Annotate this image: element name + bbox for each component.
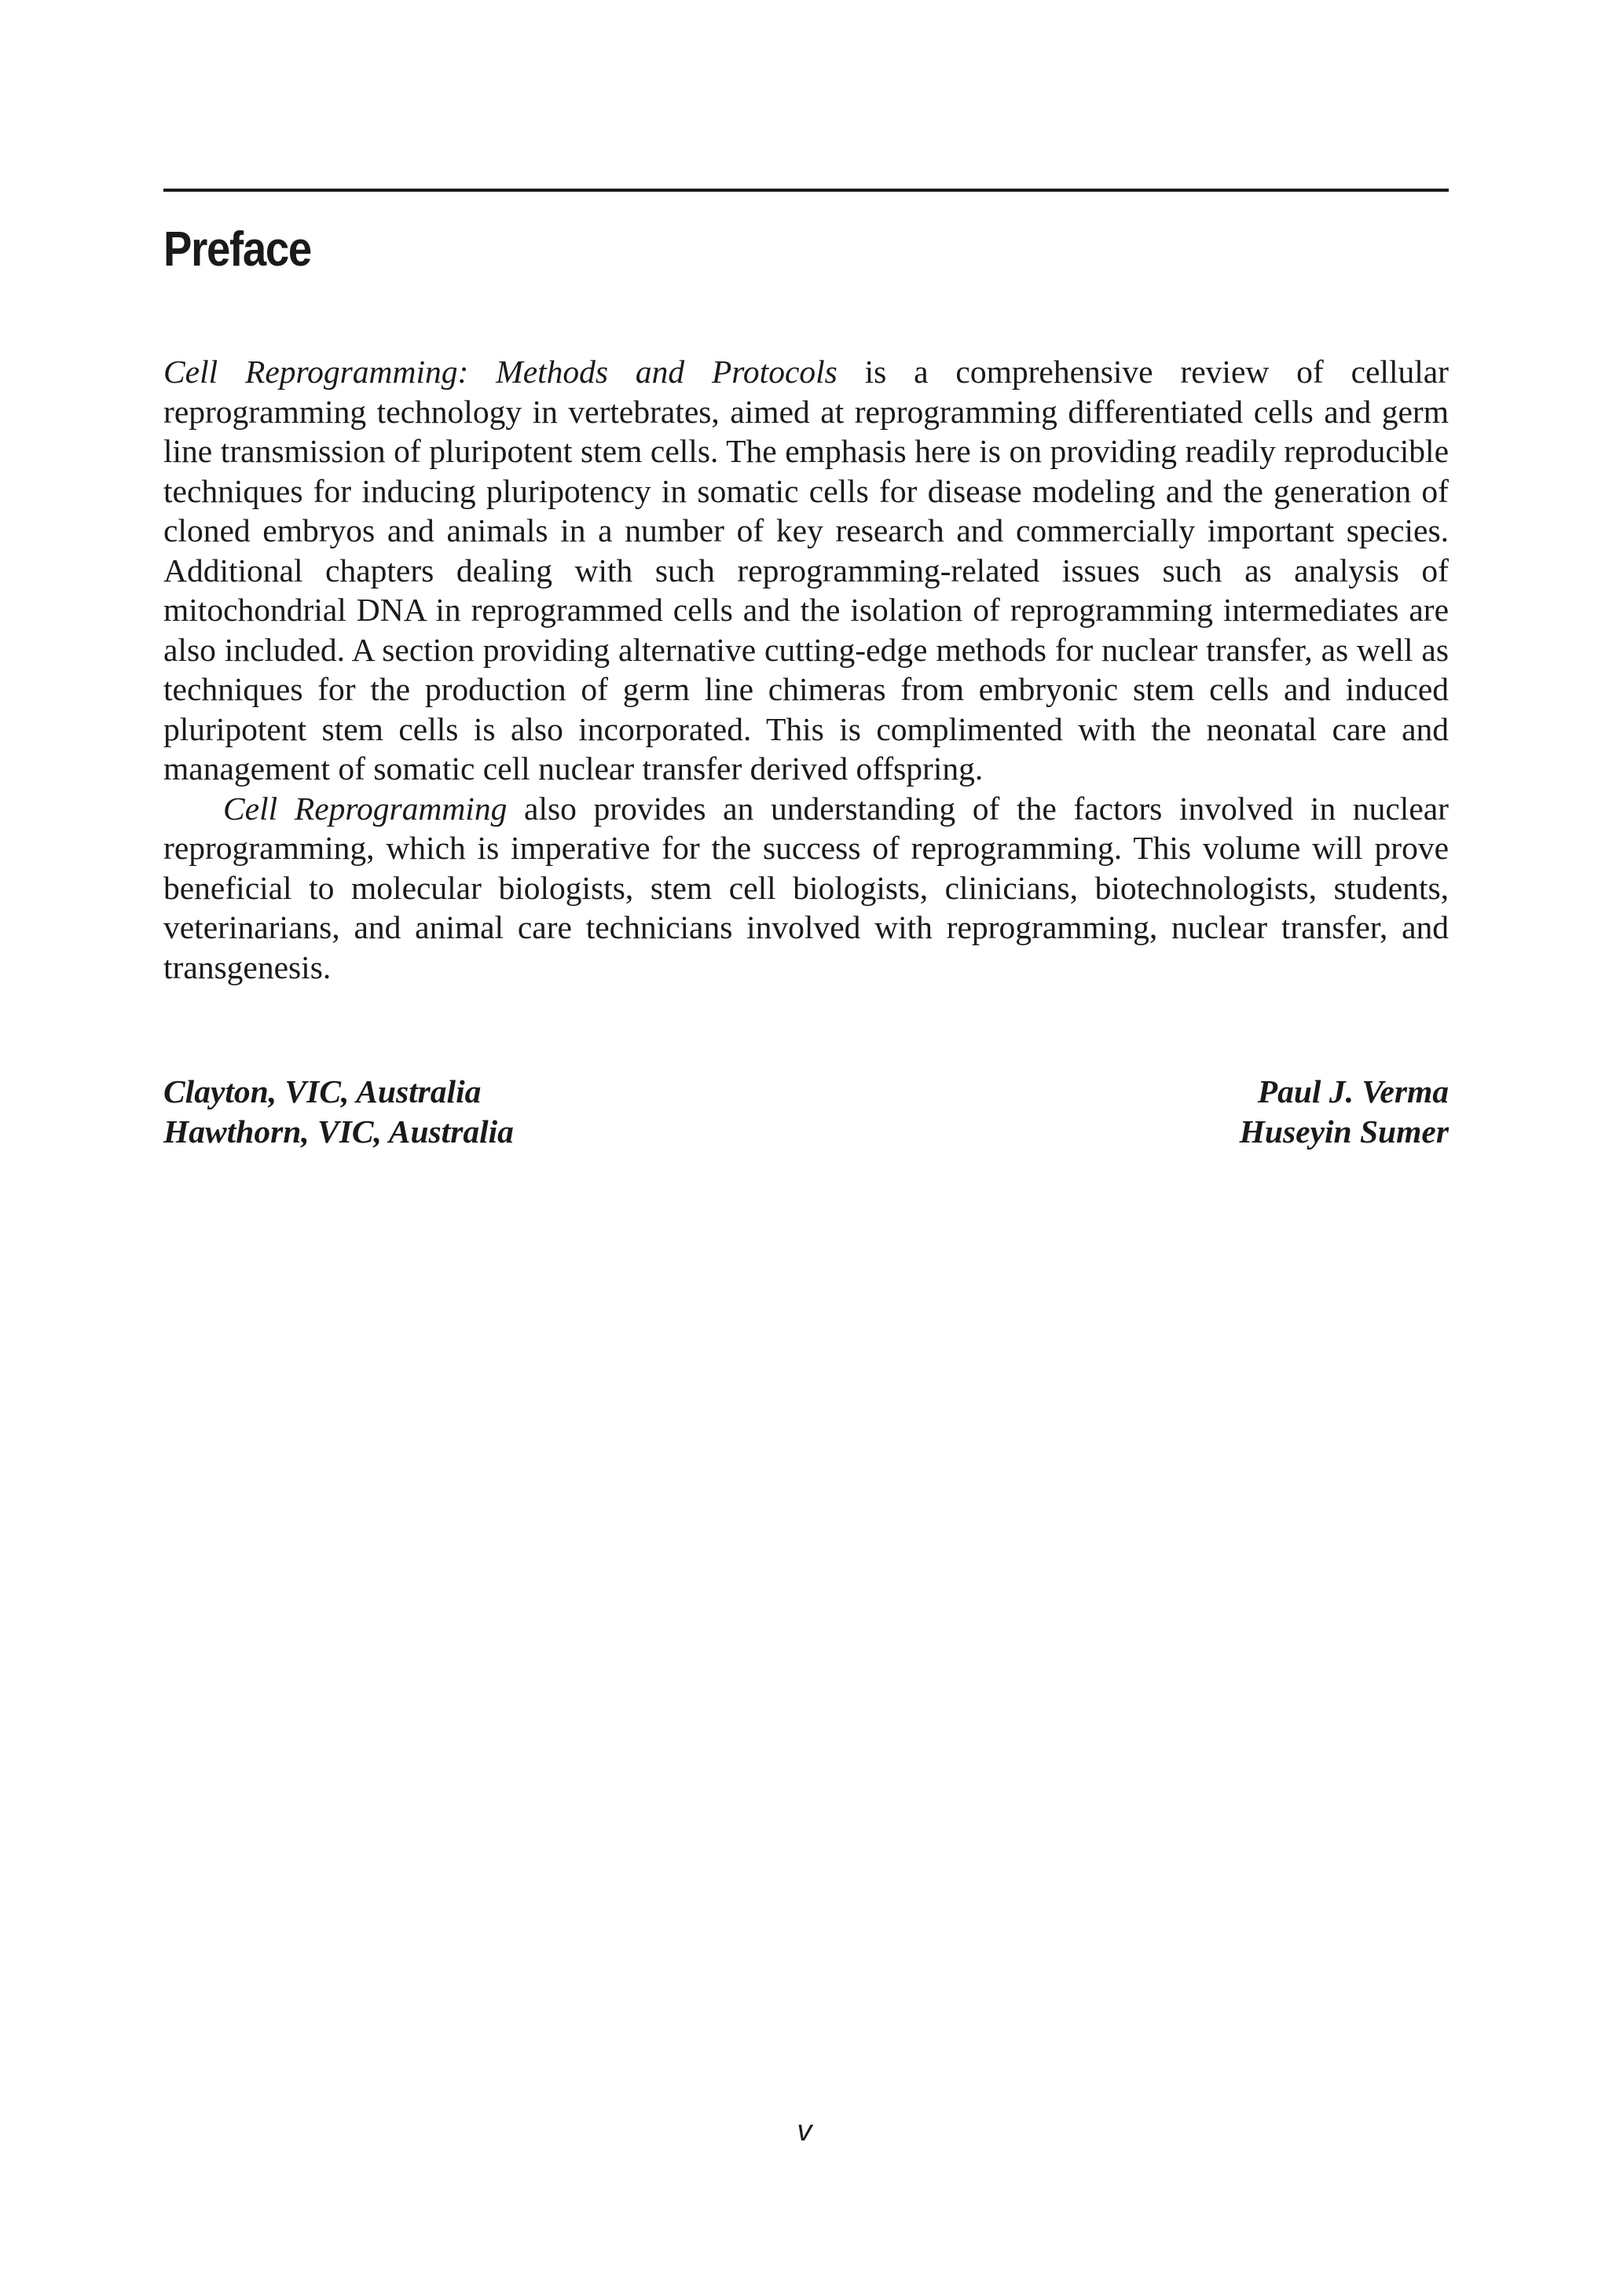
header-rule bbox=[163, 189, 1449, 192]
paragraph-1 bbox=[163, 352, 1449, 789]
paragraph-2-text: also provides an understanding of the factors involved in nuclear reprogramming, which is imperative for the success of reprogramming. This volume will prove beneficial to molecular biologists, stem cell biologists, clinicians, biotechnologists, students, veterinarians, and animal care technicians involved with reprogramming, nuclear transfer, and transgenesis. bbox=[163, 790, 1449, 985]
editor-sumer: Huseyin Sumer bbox=[1239, 1113, 1449, 1150]
paragraph-1-text: is a comprehensive review of cellular reprogramming technology in vertebrates, aimed at reprogramming differentiated cells and germ line transmission of pluripotent stem cells. The emphasis here is on providing readily reproducible techniques for inducing pluripotency in somatic cells for disease modeling and the generation of cloned embryos and animals in a number of key research and commercially important species. Additional chapters dealing with such reprogramming-related issues such as analysis of mitochondrial DNA in reprogrammed cells and the isolation of reprogramming intermediates are also included. A section providing alternative cutting-edge methods for nuclear transfer, as well as techniques for the production of germ line chimeras from embryonic stem cells and induced pluripotent stem cells is also incorporated. This is complimented with the neonatal care and management of somatic cell nuclear transfer derived offspring. bbox=[163, 354, 1449, 787]
page-title: Preface bbox=[163, 222, 311, 277]
editor-verma: Paul J. Verma bbox=[1257, 1073, 1449, 1109]
signature-block bbox=[163, 1072, 1449, 1151]
paragraph-2 bbox=[163, 789, 1449, 988]
editors bbox=[1240, 1072, 1449, 1151]
preface-body bbox=[163, 352, 1449, 987]
page-number: v bbox=[797, 2114, 812, 2147]
location-clayton: Clayton, VIC, Australia bbox=[163, 1073, 482, 1109]
locations bbox=[163, 1072, 514, 1151]
location-hawthorn: Hawthorn, VIC, Australia bbox=[163, 1113, 514, 1150]
book-title-italic: Cell Reprogramming: Methods and Protocols bbox=[163, 354, 837, 390]
book-title-short-italic: Cell Reprogramming bbox=[223, 790, 508, 827]
